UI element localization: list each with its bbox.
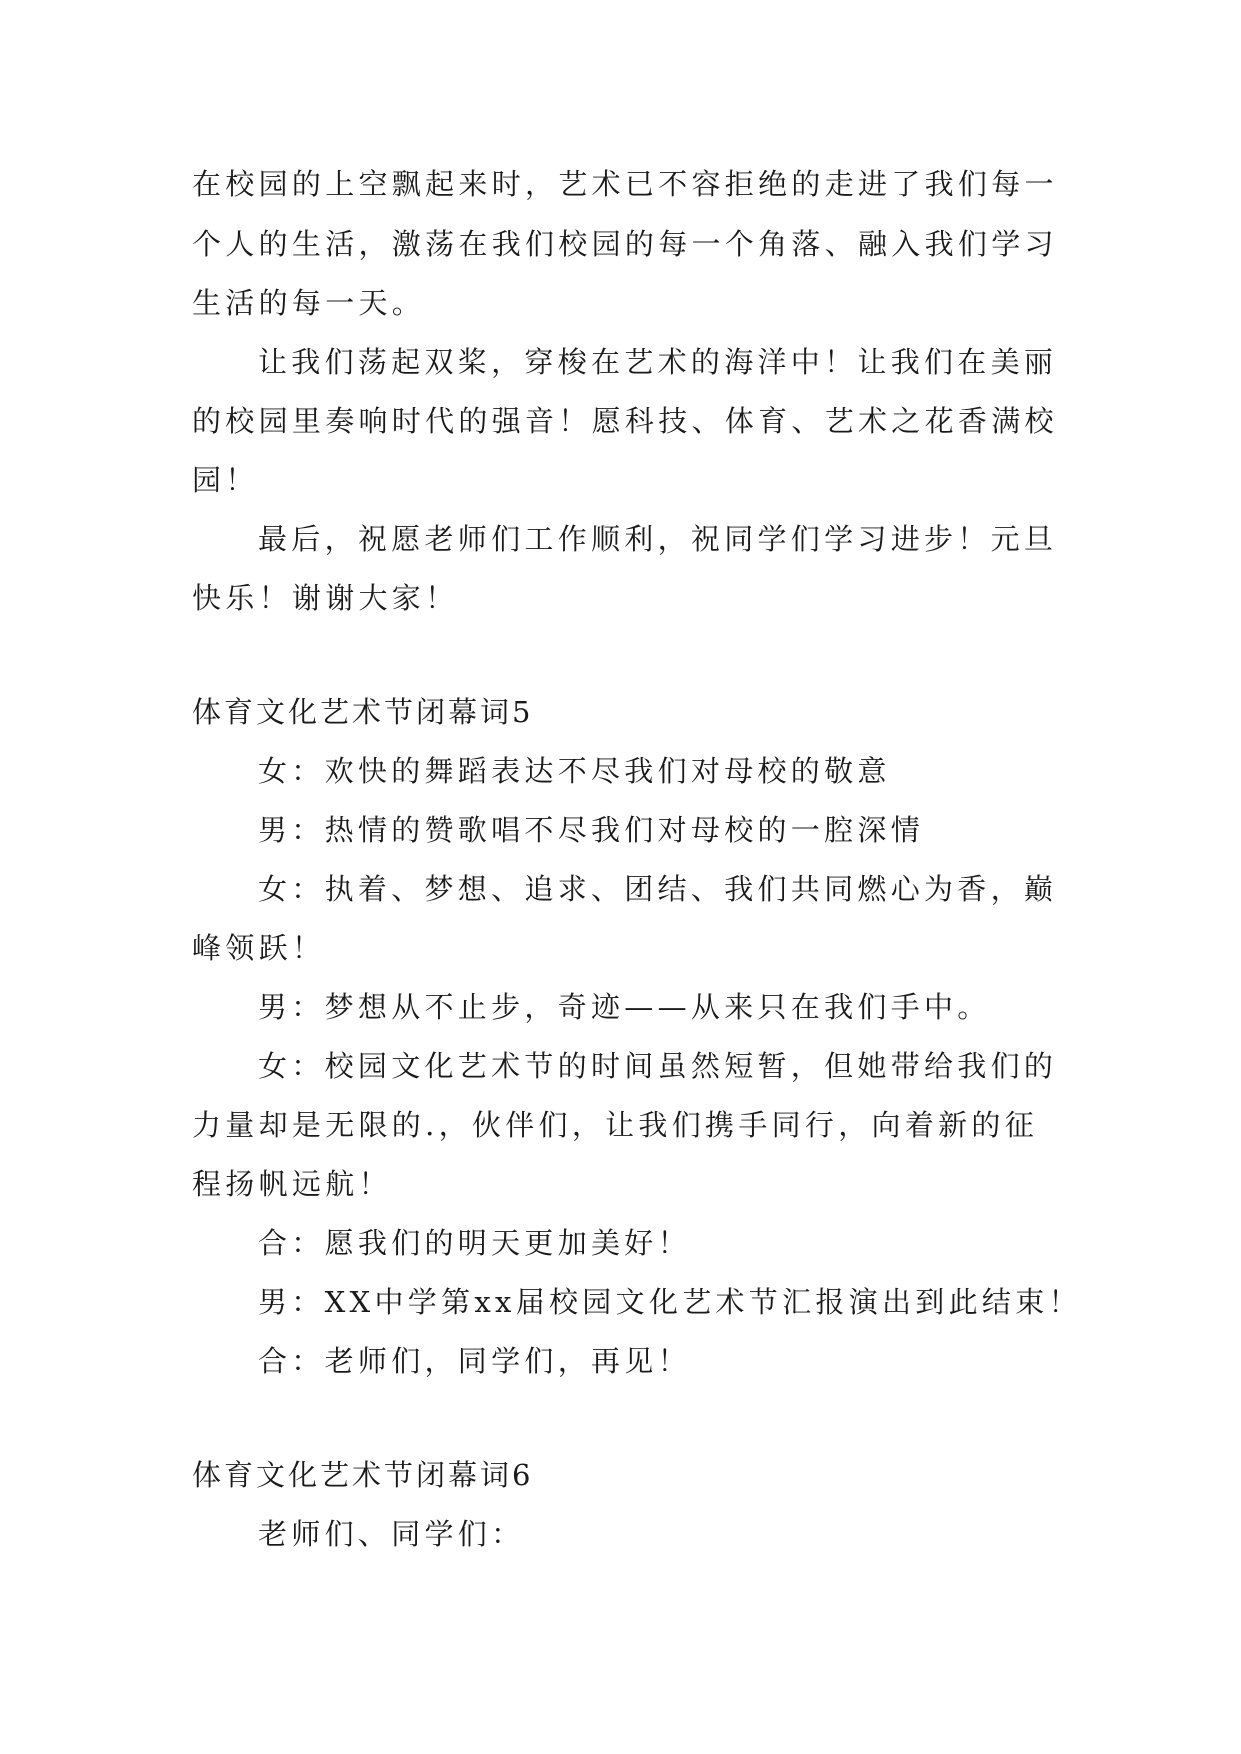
dialogue-line: 男：热情的赞歌唱不尽我们对母校的一腔深情 (258, 813, 925, 847)
section-title: 体育文化艺术节闭幕词5 (192, 695, 534, 729)
paragraph-line: 生活的每一天。 (192, 286, 426, 320)
dialogue-line: 峰领跃！ (192, 931, 326, 965)
dialogue-line: 女：执着、梦想、追求、团结、我们共同燃心为香，巅 (258, 872, 1058, 906)
paragraph-line: 快乐！谢谢大家！ (192, 581, 459, 615)
dialogue-line: 女：欢快的舞蹈表达不尽我们对母校的敬意 (258, 754, 891, 788)
dialogue-line: 合：愿我们的明天更加美好！ (258, 1226, 691, 1260)
dialogue-line: 力量却是无限的.，伙伴们，让我们携手同行，向着新的征 (192, 1108, 1039, 1142)
dialogue-line: 女：校园文化艺术节的时间虽然短暂，但她带给我们的 (258, 1049, 1058, 1083)
greeting-line: 老师们、同学们： (258, 1517, 525, 1551)
paragraph-line: 让我们荡起双桨，穿梭在艺术的海洋中！让我们在美丽 (258, 345, 1058, 379)
dialogue-line: 男：梦想从不止步，奇迹——从来只在我们手中。 (258, 990, 991, 1024)
paragraph-line: 最后，祝愿老师们工作顺利，祝同学们学习进步！元旦 (258, 522, 1058, 556)
section-title: 体育文化艺术节闭幕词6 (192, 1458, 534, 1492)
dialogue-line: 程扬帆远航！ (192, 1167, 392, 1201)
paragraph-line: 在校园的上空飘起来时，艺术已不容拒绝的走进了我们每一 (192, 167, 1058, 201)
paragraph-line: 个人的生活，激荡在我们校园的每一个角落、融入我们学习 (192, 227, 1058, 261)
paragraph-line: 园！ (192, 463, 259, 497)
dialogue-line: 男：XX中学第xx届校园文化艺术节汇报演出到此结束！ (258, 1285, 1082, 1319)
dialogue-line: 合：老师们，同学们，再见！ (258, 1344, 691, 1378)
paragraph-line: 的校园里奏响时代的强音！愿科技、体育、艺术之花香满校 (192, 404, 1058, 438)
